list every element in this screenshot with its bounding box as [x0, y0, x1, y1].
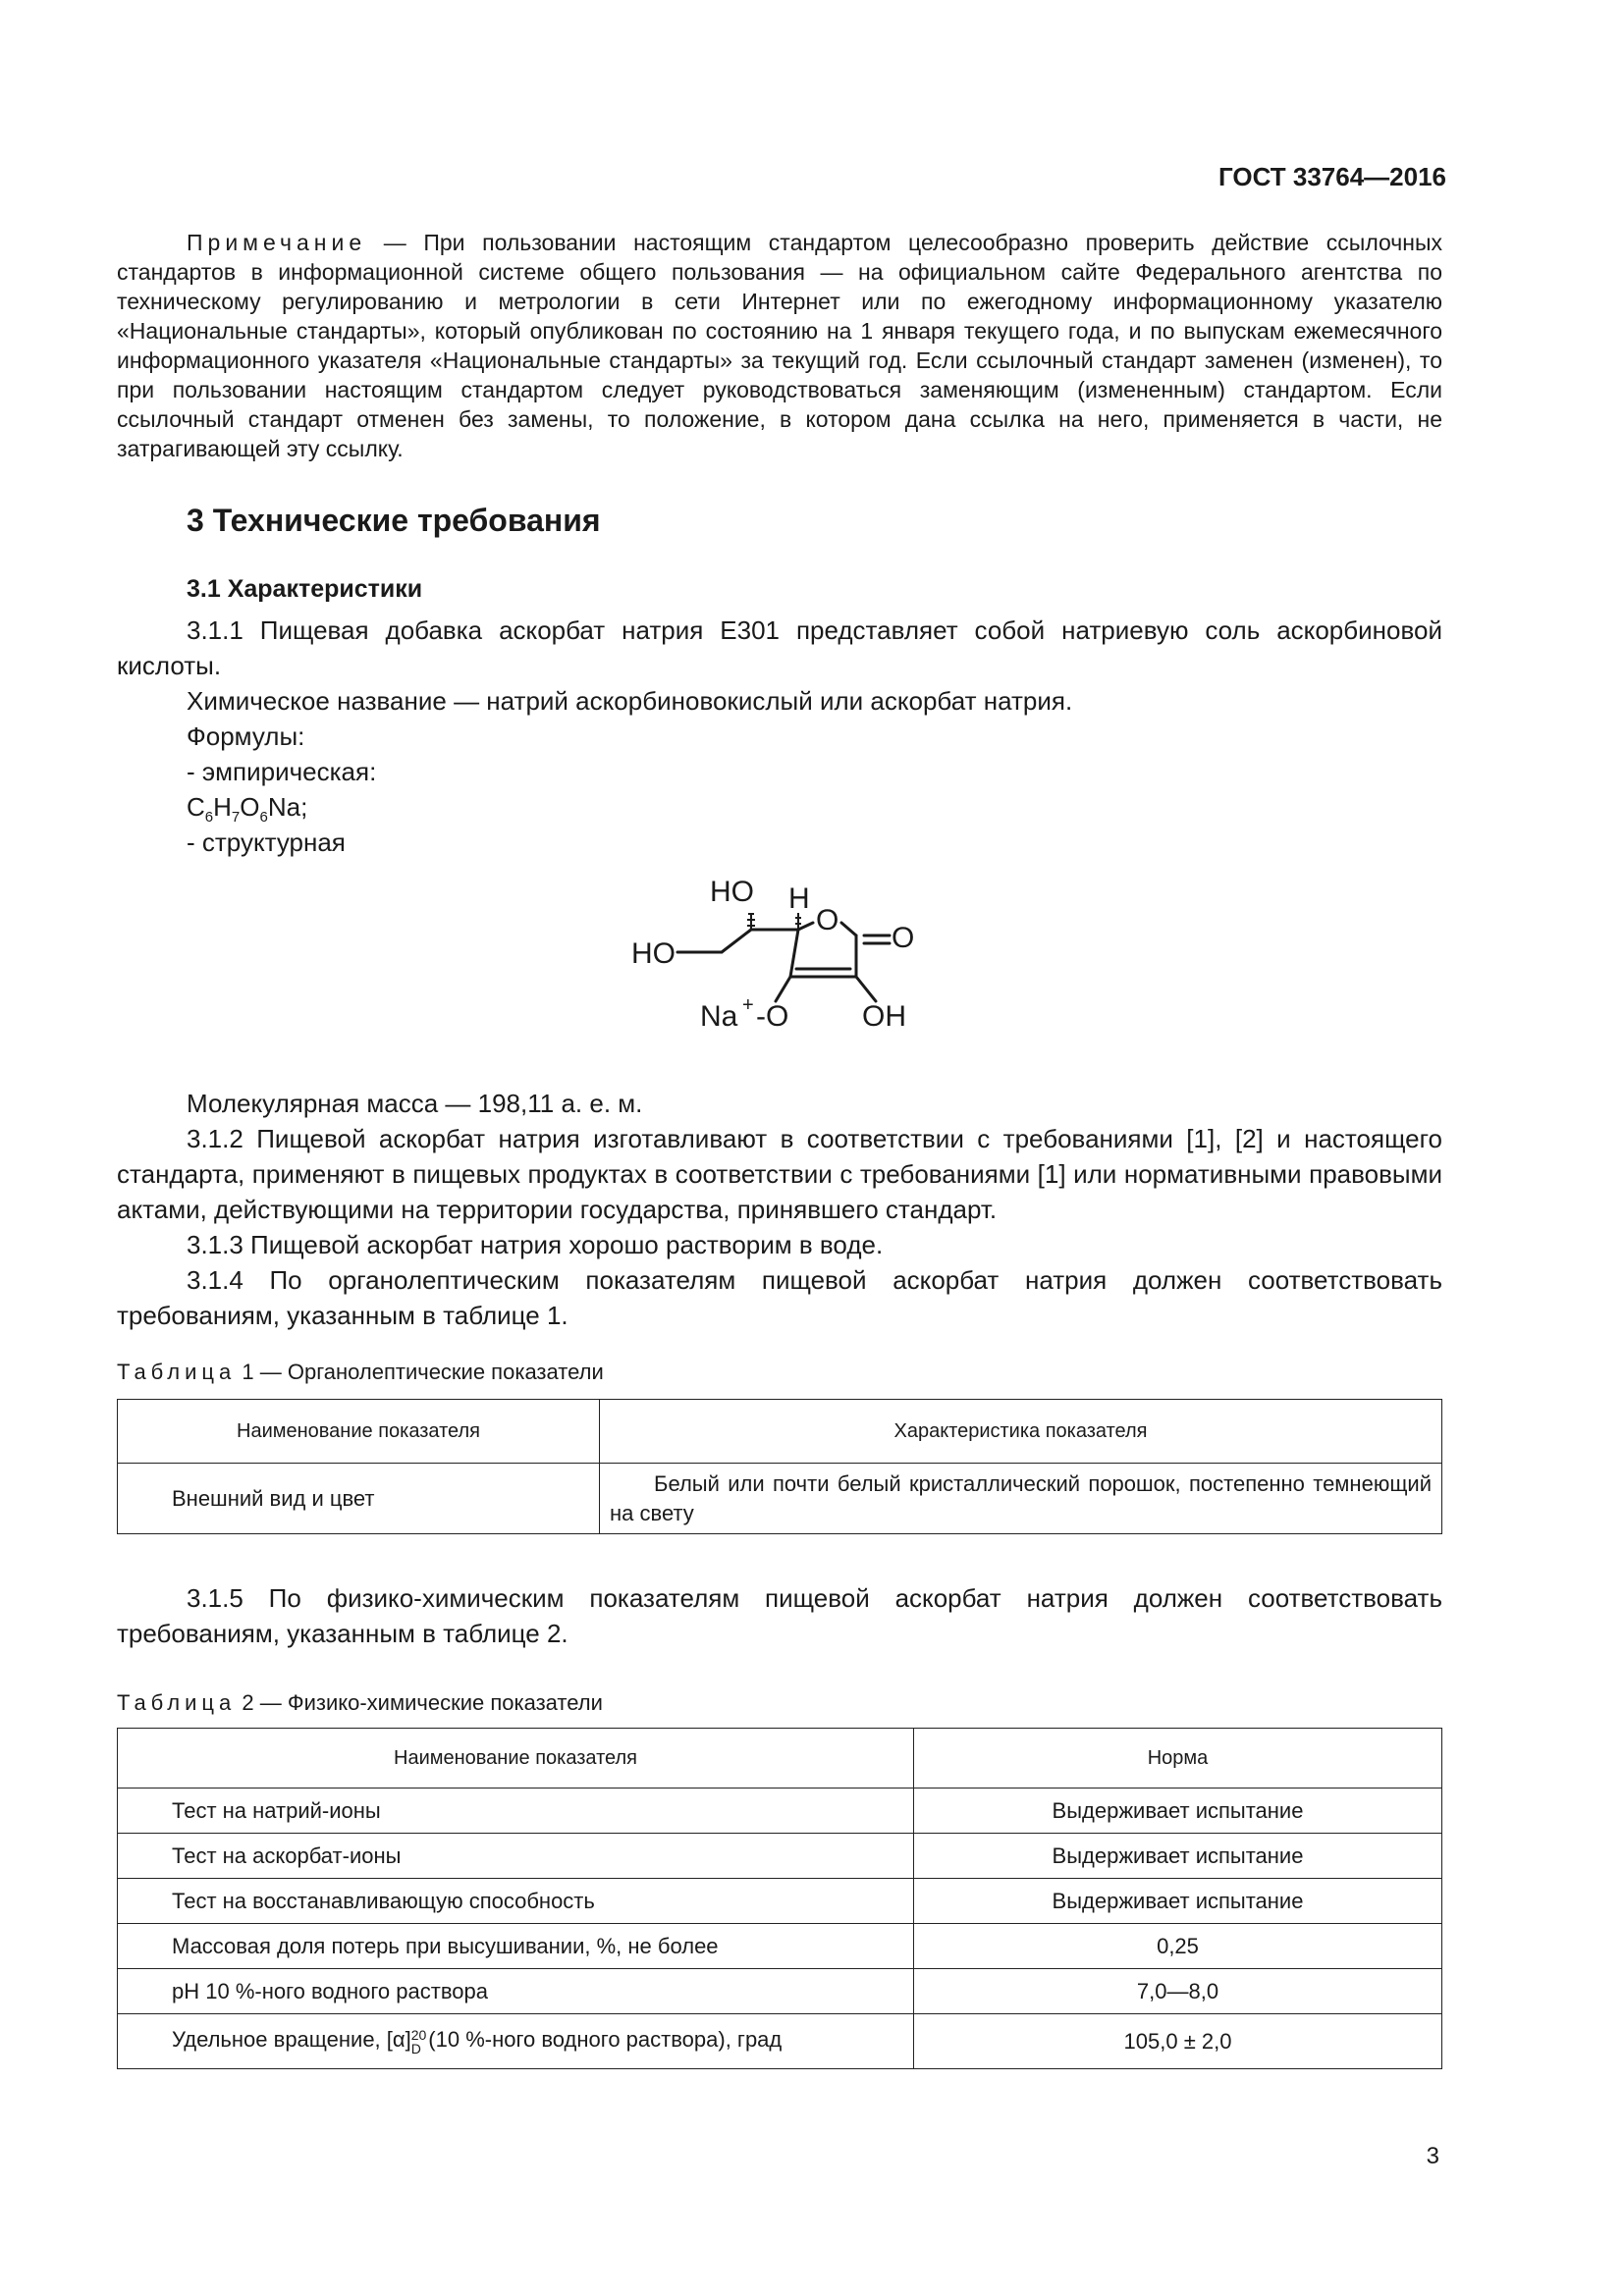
svg-text:OH: OH [862, 1000, 906, 1033]
section-heading: 3 Технические требования [187, 503, 601, 538]
table1-cell-name: Внешний вид и цвет [118, 1464, 600, 1534]
chemical-name: Химическое название — натрий аскорбиновокислый или аскорбат натрия. [187, 686, 1073, 716]
subsection-heading: 3.1 Характеристики [187, 575, 423, 603]
specific-rotation-label: Удельное вращение, [α] 20 D (10 %-ного водного раствора), град [118, 2014, 914, 2069]
note-text: — При пользовании настоящим стандартом целесообразно проверить действие ссылочных стандартов в информационной системе общего пользования — на официальном сайте Федерального агентства по техническому регулированию и метрологии в сети Интернет или по ежегодному информационному указателю «Национальные стандарты», который опубликован по состоянию на 1 января текущего года, и по выпускам ежемесячного информационного указателя «Национальные стандарты» за текущий год. Если ссылочный стандарт заменен (изменен), то при пользовании настоящим стандартом следует руководствоваться заменяющим (измененным) стандартом. Если ссылочный стандарт отменен без замены, то положение, в котором дана ссылка на него, применяется в части, не затрагивающей эту ссылку. [117, 230, 1442, 461]
table2-header-norm: Норма [914, 1729, 1442, 1789]
table-row: Удельное вращение, [α] 20 D (10 %-ного водного раствора), град 105,0 ± 2,0 [118, 2014, 1442, 2069]
table1-header-name: Наименование показателя [118, 1400, 600, 1464]
paragraph-3-1-5: 3.1.5 По физико-химическим показателям пищевой аскорбат натрия должен соответствовать требованиям, указанным в таблице 2. [117, 1583, 1442, 1648]
svg-text:+: + [742, 994, 754, 1016]
svg-text:-O: -O [756, 1000, 789, 1033]
table2-header-name: Наименование показателя [118, 1729, 914, 1789]
table1-header-characteristic: Характеристика показателя [600, 1400, 1442, 1464]
table1-cell-value: Белый или почти белый кристаллический порошок, постепенно темнеющий на свету [600, 1464, 1442, 1534]
page-number: 3 [1426, 2143, 1439, 2169]
table-row: Тест на восстанавливающую способность Выдерживает испытание [118, 1879, 1442, 1924]
table-row: Тест на аскорбат-ионы Выдерживает испытание [118, 1834, 1442, 1879]
paragraph-3-1-1: 3.1.1 Пищевая добавка аскорбат натрия Е301 представляет собой натриевую соль аскорбиновой кислоты. [117, 615, 1442, 680]
table1-caption: Таблица 1 — Органолептические показатели [117, 1360, 604, 1384]
svg-text:HO: HO [710, 876, 754, 908]
svg-text:Na: Na [700, 1000, 738, 1033]
table-physicochemical [117, 1728, 1442, 2069]
paragraph-3-1-2: 3.1.2 Пищевой аскорбат натрия изготавливают в соответствии с требованиями [1], [2] и настоящего стандарта, применяют в пищевых продуктах в соответствии с требованиями [1] или нормативными правовыми актами, действующими на территории государства, принявшего стандарт. [117, 1124, 1442, 1224]
table-row: Массовая доля потерь при высушивании, %, не более 0,25 [118, 1924, 1442, 1969]
molecular-mass: Молекулярная масса — 198,11 а. е. м. [187, 1089, 643, 1118]
svg-text:O: O [816, 904, 839, 936]
note-label: Примечание [187, 230, 367, 255]
structural-label: - структурная [187, 828, 346, 857]
empirical-formula: $C_6H_7O_6Na$; [187, 792, 308, 827]
paragraph-3-1-4: 3.1.4 По органолептическим показателям пищевой аскорбат натрия должен соответствовать требованиям, указанным в таблице 1. [117, 1265, 1442, 1330]
document-code: ГОСТ 33764—2016 [1218, 162, 1446, 191]
table2-caption: Таблица 2 — Физико-химические показатели [117, 1690, 603, 1715]
svg-text:HO: HO [631, 937, 676, 970]
note-paragraph [117, 228, 1442, 463]
svg-text:H: H [788, 882, 810, 915]
empirical-label: - эмпирическая: [187, 757, 377, 786]
table-row: pH 10 %-ного водного раствора 7,0—8,0 [118, 1969, 1442, 2014]
table-organoleptic [117, 1399, 1442, 1534]
paragraph-3-1-3: 3.1.3 Пищевой аскорбат натрия хорошо растворим в воде. [187, 1230, 884, 1259]
structural-formula [628, 869, 943, 1050]
formulas-label: Формулы: [187, 721, 305, 751]
svg-text:O: O [892, 922, 915, 954]
table-row: Тест на натрий-ионы Выдерживает испытание [118, 1789, 1442, 1834]
